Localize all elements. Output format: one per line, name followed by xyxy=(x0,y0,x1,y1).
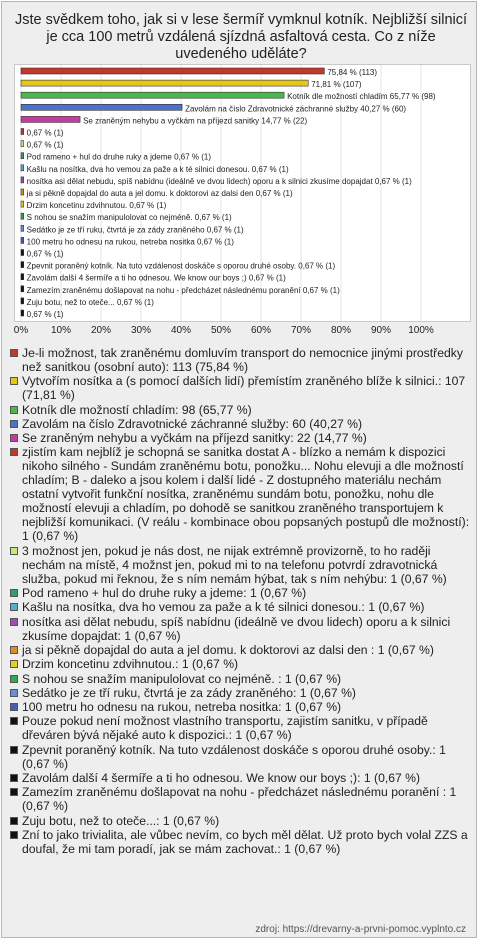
bar-15 xyxy=(21,237,24,243)
legend-item xyxy=(10,374,475,402)
bar-label-3: Kotník dle možností chladím 65,77 % (98) xyxy=(287,92,436,102)
legend-label: 3 možnost jen, pokud je nás dost, ne nijak extrémně provizorně, to ho raději nechám na místě, 4 možnst jen, pokud mi to na telefonu potvrdí zdravotnická služba, pokud mi řeknou, že s ním nemám hýbat, tak s ním nehýbu: 1 (0,67 %) xyxy=(22,543,447,586)
x-tick-label: 100% xyxy=(408,325,434,336)
legend-swatch xyxy=(10,448,18,456)
legend-label: Pouze pokud není možnost vlastního transportu, zajistím sanitku, v případě dřeváren bývá nějaké auto k dispozici.: 1 (0,67 %) xyxy=(22,714,428,743)
legend-label: Zavolám na číslo Zdravotnické záchranné služby: 60 (40,27 %) xyxy=(22,416,363,431)
legend-label: zjistím kam nejblíž je schopná se sanitka dostat A - blízko a nemám k dispozici nikoho silného - Sundám zraněnému botu, ponožku... Nohu elevuji a dle možností chladím; B - daleko a jsou kolem i další lidé - Z dostupného materiálu nechám ostatní vytvořit funkční nosítka, zraněnému sundám botu, ponožku, nohu dle možností elevuji a chladím, po dohodě se sanitkou zraněného transportujem k nejbližší komunikaci. (V reálu - kombinace obou popsaných postupů dle možností): 1 (0,67 %) xyxy=(22,445,470,544)
bar-label-5: Se zraněným nehybu a vyčkám na příjezd sanitky 14,77 % (22) xyxy=(83,116,308,126)
legend-label: nosítka asi dělat nebudu, spíš nabídnu (ideálně ve dvou lidech) oporu a k silnici zkusíme dopajdat: 1 (0,67 %) xyxy=(22,614,451,643)
bar-10 xyxy=(21,177,24,183)
legend-item xyxy=(10,785,475,813)
legend-label: Zpevnit poraněný kotník. Na tuto vzdálenost doskáče s oporou druhé osoby.: 1 (0,67 %) xyxy=(22,742,446,771)
bar-label-13: S nohou se snažím manipulolovat co nejméně. 0,67 % (1) xyxy=(26,213,232,223)
legend xyxy=(10,346,475,856)
legend-label: 100 metru ho odnesu na rukou, netreba nositka: 1 (0,67 %) xyxy=(22,700,342,715)
x-tick-label: 90% xyxy=(370,325,392,336)
bar-label-7: 0,67 % (1) xyxy=(26,140,64,150)
legend-label: Zavolám další 4 šermíře a ti ho odnesou. We know our boys ;): 1 (0,67 %) xyxy=(22,771,421,786)
bar-19 xyxy=(21,286,24,292)
bar-label-6: 0,67 % (1) xyxy=(26,128,64,138)
legend-swatch xyxy=(10,817,18,825)
chart-frame xyxy=(1,1,477,938)
legend-swatch xyxy=(10,420,18,428)
legend-label: S nohou se snažím manipulolovat co nejméně. : 1 (0,67 %) xyxy=(22,671,342,686)
legend-item xyxy=(10,600,475,614)
bar-label-12: Drzim koncetinu zdvihnutou. 0,67 % (1) xyxy=(26,201,167,211)
legend-swatch xyxy=(10,831,18,839)
legend-swatch xyxy=(10,349,18,357)
bar-label-9: Kašlu na nosítka, dva ho vemou za paže a k té silnici donesou. 0,67 % (1) xyxy=(26,164,289,174)
chart-title: Jste svědkem toho, jak si v lese šermíř vymknul kotník. Nejbližší silnicí je cca 100 metrů vzdálená sjízdná asfaltová cesta. Co z níže uvedeného uděláte? xyxy=(14,12,468,62)
legend-item xyxy=(10,672,475,686)
legend-label: Drzim koncetinu zdvihnutou.: 1 (0,67 %) xyxy=(22,657,239,672)
bar-13 xyxy=(21,213,24,219)
legend-swatch xyxy=(10,675,18,683)
x-tick-label: 70% xyxy=(290,325,312,336)
bar-4 xyxy=(21,104,182,110)
legend-item xyxy=(10,643,475,657)
legend-item xyxy=(10,346,475,374)
bar-label-15: 100 metru ho odnesu na rukou, netreba nositka 0,67 % (1) xyxy=(26,237,234,247)
legend-swatch xyxy=(10,618,18,626)
legend-label: Zní to jako trivialita, ale vůbec nevím, co bych měl dělat. Už proto bych volal ZZS a doufal, že mi tam poradí, jak se mám zachovat.: 1 (0,67 %) xyxy=(22,827,468,856)
legend-label: Zuju botu, než to oteče...: 1 (0,67 %) xyxy=(22,813,220,828)
x-axis-ticks xyxy=(2,325,480,339)
bar-chart xyxy=(15,65,470,321)
plot-area xyxy=(14,64,471,322)
legend-swatch xyxy=(10,406,18,414)
legend-label: Je-li možnost, tak zraněnému domluvím transport do nemocnice jinými prostředky než sanitkou (osobní auto): 113 (75,84 %) xyxy=(22,346,463,374)
bar-6 xyxy=(21,129,24,135)
legend-swatch xyxy=(10,717,18,725)
bar-16 xyxy=(21,250,24,256)
x-tick-label: 20% xyxy=(90,325,112,336)
legend-item xyxy=(10,714,475,742)
bar-9 xyxy=(21,165,24,171)
legend-item xyxy=(10,657,475,671)
legend-label: ja si pěkně dopajdal do auta a jel domu. k doktorovi az dalsi den : 1 (0,67 %) xyxy=(22,642,434,657)
legend-item xyxy=(10,586,475,600)
legend-item xyxy=(10,445,475,543)
legend-item xyxy=(10,814,475,828)
legend-swatch xyxy=(10,646,18,654)
bar-2 xyxy=(21,80,308,86)
bar-7 xyxy=(21,141,24,147)
x-tick-label: 10% xyxy=(50,325,72,336)
bar-12 xyxy=(21,201,24,207)
x-tick-label: 40% xyxy=(170,325,192,336)
bar-label-14: Sedátko je ze tří ruku, čtvrtá je za zády zraněného 0,67 % (1) xyxy=(26,225,244,235)
legend-item xyxy=(10,403,475,417)
legend-swatch xyxy=(10,689,18,697)
bar-label-17: Zpevnit poraněný kotník. Na tuto vzdálenost doskáče s oporou druhé osoby. 0,67 % (1) xyxy=(26,261,336,271)
legend-swatch xyxy=(10,660,18,668)
legend-label: Kašlu na nosítka, dva ho vemou za paže a k té silnici donesou.: 1 (0,67 %) xyxy=(22,600,425,615)
legend-item xyxy=(10,828,475,856)
legend-swatch xyxy=(10,703,18,711)
bar-1 xyxy=(21,68,324,74)
bar-label-1: 75,84 % (113) xyxy=(327,68,378,77)
bar-label-2: 71,81 % (107) xyxy=(311,80,362,90)
bar-3 xyxy=(21,92,284,98)
bar-label-4: Zavolám na číslo Zdravotnické záchranné služby 40,27 % (60) xyxy=(185,104,407,114)
legend-swatch xyxy=(10,547,18,555)
legend-swatch xyxy=(10,377,18,385)
legend-label: Vytvořím nosítka a (s pomocí dalších lidí) přemístím zraněného blíže k silnici.: 107 (71,81 %) xyxy=(22,374,466,403)
legend-swatch xyxy=(10,434,18,442)
x-tick-label: 0% xyxy=(13,325,29,336)
bar-20 xyxy=(21,298,24,304)
bar-label-19: Zamezím zraněnému došlapovat na nohu - předcházet následnému poranění 0,67 % (1) xyxy=(26,285,340,295)
bar-11 xyxy=(21,189,24,195)
legend-item xyxy=(10,743,475,771)
bar-5 xyxy=(21,116,80,122)
x-tick-label: 60% xyxy=(250,325,272,336)
bar-label-10: nosítka asi dělat nebudu, spíš nabídnu (ideálně ve dvou lidech) oporu a k silnici zkusíme dopajdat 0,67 % (1) xyxy=(26,176,412,186)
legend-item xyxy=(10,615,475,643)
legend-label: Se zraněným nehybu a vyčkám na příjezd sanitky: 22 (14,77 %) xyxy=(22,431,367,446)
bar-8 xyxy=(21,153,24,159)
legend-label: Zamezím zraněnému došlapovat na nohu - předcházet následnému poranění : 1 (0,67 %) xyxy=(22,785,457,814)
legend-swatch xyxy=(10,603,18,611)
x-tick-label: 30% xyxy=(130,325,152,336)
bar-label-16: 0,67 % (1) xyxy=(26,249,64,259)
bar-14 xyxy=(21,225,24,231)
legend-item xyxy=(10,700,475,714)
x-tick-label: 50% xyxy=(210,325,232,336)
bar-label-20: Zuju botu, než to oteče... 0,67 % (1) xyxy=(26,297,154,307)
bar-21 xyxy=(21,310,24,316)
bar-18 xyxy=(21,274,24,280)
legend-label: Pod rameno + hul do druhe ruky a jdeme: 1 (0,67 %) xyxy=(22,586,307,601)
bar-label-11: ja si pěkně dopajdal do auta a jel domu. k doktorovi az dalsi den 0,67 % (1) xyxy=(26,189,293,198)
legend-item xyxy=(10,771,475,785)
legend-swatch xyxy=(10,589,18,597)
legend-item xyxy=(10,431,475,445)
legend-label: Kotník dle možností chladím: 98 (65,77 %) xyxy=(22,402,252,417)
bar-label-18: Zavolám další 4 šermíře a ti ho odnesou. We know our boys ;) 0,67 % (1) xyxy=(26,273,286,283)
bar-label-8: Pod rameno + hul do druhe ruky a jdeme 0,67 % (1) xyxy=(26,152,212,162)
legend-swatch xyxy=(10,788,18,796)
legend-item xyxy=(10,417,475,431)
legend-item xyxy=(10,544,475,586)
legend-label: Sedátko je ze tří ruku, čtvrtá je za zády zraněného: 1 (0,67 %) xyxy=(22,685,356,700)
x-tick-label: 80% xyxy=(330,325,352,336)
bar-17 xyxy=(21,262,24,268)
legend-swatch xyxy=(10,746,18,754)
legend-swatch xyxy=(10,774,18,782)
bar-label-21: 0,67 % (1) xyxy=(26,310,64,319)
legend-item xyxy=(10,686,475,700)
source-credit: zdroj: https://drevarny-a-prvni-pomoc.vyplnto.cz xyxy=(255,924,466,935)
